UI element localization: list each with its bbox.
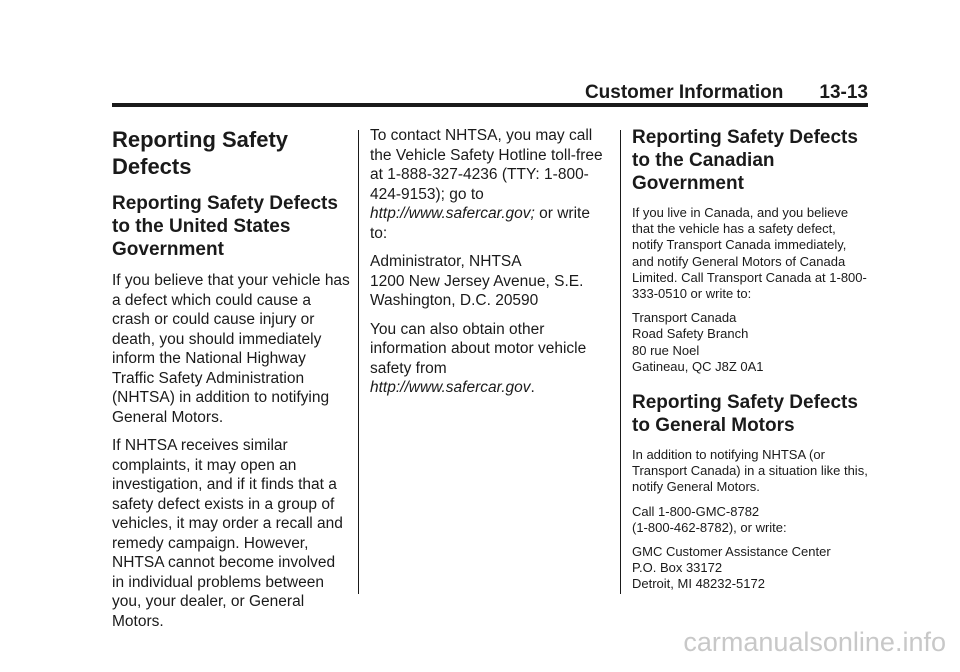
us-heading: Reporting Safety Defects to the United States Government: [112, 193, 338, 260]
address-line: 1200 New Jersey Avenue, S.E.: [370, 272, 584, 290]
section-title: Customer Information: [584, 82, 784, 103]
contact-tail: or write to:: [370, 205, 590, 242]
info-paragraph: [370, 320, 610, 398]
contact-paragraph: [370, 126, 610, 243]
main-heading: Reporting Safety Defects: [112, 127, 289, 179]
address-line: Washington, D.C. 20590: [370, 292, 539, 309]
gm-paragraph: In addition to notifying NHTSA (or Transport Canada) in a situation like this, notify General Motors.: [632, 447, 868, 495]
us-paragraph-2: If NHTSA receives similar complaints, it may open an investigation, and if it finds that a safety defect exists in a group of vehicles, it may order a recall and remedy campaign. However, NHTSA cannot become involved in individual problems between you, your dealer, or General Motors.: [112, 437, 343, 630]
gm-address: [632, 544, 868, 593]
gm-heading: Reporting Safety Defects to General Motors: [632, 392, 858, 437]
column-divider-1: [358, 130, 359, 594]
nhtsa-address: [370, 252, 610, 311]
column-2: [370, 126, 610, 407]
address-line: Gatineau, QC J8Z 0A1: [632, 358, 764, 374]
address-line: Transport Canada: [632, 310, 737, 326]
column-divider-2: [620, 130, 621, 594]
address-line: GMC Customer Assistance Center: [632, 544, 831, 560]
address-line: Road Safety Branch: [632, 326, 749, 342]
call-line: (1-800-462-8782), or write:: [632, 519, 787, 535]
info-tail: .: [530, 379, 535, 396]
info-text: You can also obtain other information about motor vehicle safety from: [370, 320, 587, 377]
canada-heading: Reporting Safety Defects to the Canadian Government: [632, 127, 858, 194]
call-line: Call 1-800-GMC-8782: [632, 503, 760, 519]
running-header: [112, 82, 868, 104]
canada-paragraph: If you live in Canada, and you believe that the vehicle has a safety defect, notify Transport Canada immediately, and notify General Motors of Canada Limited. Call Transport Canada at 1-800-333-0510 or write to:: [632, 205, 867, 302]
gm-call: [632, 504, 868, 536]
contact-text: To contact NHTSA, you may call the Vehicle Safety Hotline toll-free at 1-888-327-4236 (TTY: 1-800-424-9153); go to: [370, 127, 603, 203]
column-3: [632, 126, 868, 601]
safercar-link-1[interactable]: http://www.safercar.gov;: [370, 205, 535, 222]
address-line: 80 rue Noel: [632, 342, 700, 358]
column-1: [112, 126, 350, 640]
us-paragraph-1: If you believe that your vehicle has a defect which could cause a crash or could cause injury or death, you should immediately inform the National Highway Traffic Safety Administration (NHTSA) in addition to notifying General Motors.: [112, 272, 350, 426]
transport-canada-address: [632, 310, 868, 375]
page-number: 13-13: [819, 82, 868, 103]
safercar-link-2[interactable]: http://www.safercar.gov: [370, 379, 531, 396]
address-line: Administrator, NHTSA: [370, 253, 522, 270]
address-line: Detroit, MI 48232-5172: [632, 576, 765, 592]
watermark: carmanualsonline.info: [683, 627, 946, 657]
header-rule: [112, 103, 868, 107]
address-line: P.O. Box 33172: [632, 560, 723, 576]
